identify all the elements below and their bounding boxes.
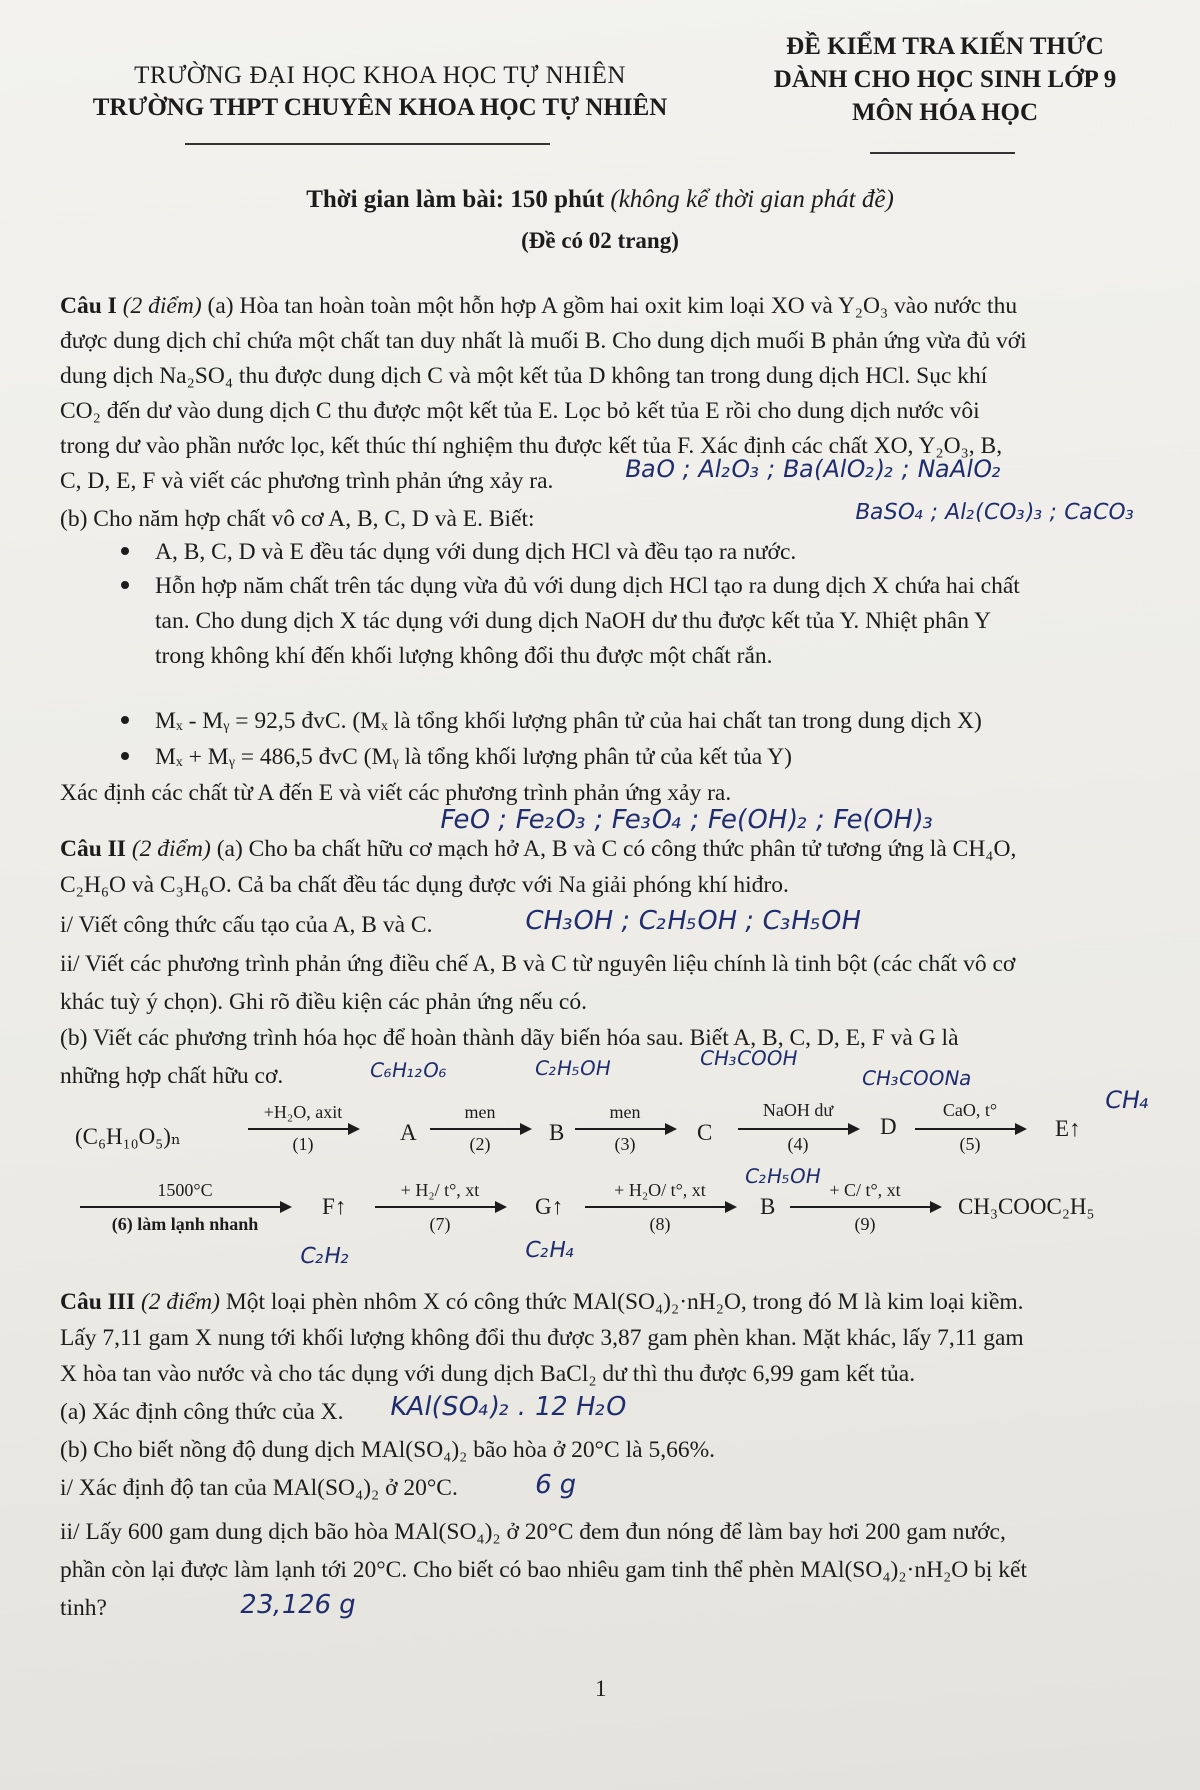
q1-points: (2 điểm) bbox=[122, 293, 202, 319]
scheme-product: CH₃COOC₂H₅ bbox=[958, 1194, 1095, 1219]
scheme-step-4: (4) bbox=[787, 1134, 809, 1154]
scheme-step-8: (8) bbox=[649, 1214, 671, 1234]
handwritten-note: C₂H₅OH bbox=[532, 1056, 613, 1080]
header-rule-left bbox=[185, 143, 550, 145]
q3-b-ii-line-1: ii/ Lấy 600 gam dung dịch bão hòa MAl(SO₄)₂ ở 20°C đem đun nóng để làm bay hơi 200 gam nước, bbox=[60, 1519, 1006, 1545]
scheme-step-7: (7) bbox=[429, 1214, 451, 1234]
exam-duration bbox=[0, 186, 1200, 214]
q2-ii-line-1: ii/ Viết các phương trình phản ứng điều chế A, B và C từ nguyên liệu chính là tinh bột (các chất vô cơ bbox=[60, 951, 1016, 977]
q3-a: (a) Xác định công thức của X. bbox=[60, 1399, 344, 1425]
scheme-C: C bbox=[697, 1120, 713, 1145]
reaction-arrow bbox=[375, 1206, 505, 1208]
scheme-step-5: (5) bbox=[959, 1134, 981, 1154]
handwritten-note: C₂H₄ bbox=[522, 1238, 577, 1263]
scheme-condition-3: men bbox=[609, 1102, 641, 1122]
handwritten-note: CH₃COOH bbox=[697, 1046, 800, 1070]
handwritten-answer: FeO ; Fe₂O₃ ; Fe₃O₄ ; Fe(OH)₂ ; Fe(OH)₃ bbox=[437, 805, 936, 835]
scheme-step-1: (1) bbox=[292, 1134, 314, 1154]
reaction-arrow bbox=[738, 1128, 858, 1130]
q2-line-1 bbox=[60, 835, 1016, 863]
q3-b-ii-line-2: phần còn lại được làm lạnh tới 20°C. Cho biết có bao nhiêu gam tinh thể phèn MAl(SO₄)₂·nH₂O bị kết bbox=[60, 1557, 1028, 1583]
scheme-condition-5: CaO, t° bbox=[942, 1100, 998, 1120]
q3-line-1 bbox=[60, 1288, 1024, 1316]
reaction-arrow bbox=[430, 1128, 530, 1130]
handwritten-note: CH₄ bbox=[1102, 1086, 1152, 1114]
school-header bbox=[60, 62, 700, 122]
q2-i: i/ Viết công thức cấu tạo của A, B và C. bbox=[60, 912, 433, 938]
q3-b-i: i/ Xác định độ tan của MAl(SO₄)₂ ở 20°C. bbox=[60, 1475, 458, 1501]
q1-title: Câu I bbox=[60, 293, 117, 319]
scheme-F: F↑ bbox=[322, 1194, 347, 1219]
scheme-condition-7: + H₂/ t°, xt bbox=[400, 1180, 480, 1200]
exam-grade: DÀNH CHO HỌC SINH LỚP 9 bbox=[773, 66, 1117, 93]
handwritten-answer: KAl(SO₄)₂ . 12 H₂O bbox=[387, 1392, 629, 1422]
scheme-step-6: (6) làm lạnh nhanh bbox=[111, 1214, 259, 1234]
q2-b-line-1: (b) Viết các phương trình hóa học để hoàn thành dãy biến hóa sau. Biết A, B, C, D, E, F và G là bbox=[60, 1025, 959, 1051]
scheme-start: (C₆H₁₀O₅)ₙ bbox=[75, 1124, 181, 1149]
scheme-G: G↑ bbox=[535, 1194, 564, 1219]
scheme-B-2: B bbox=[760, 1194, 776, 1219]
q1b-intro: (b) Cho năm hợp chất vô cơ A, B, C, D và E. Biết: bbox=[60, 506, 535, 532]
scheme-E: E↑ bbox=[1055, 1116, 1081, 1141]
scheme-step-2: (2) bbox=[469, 1134, 491, 1154]
handwritten-answer: BaSO₄ ; Al₂(CO₃)₃ ; CaCO₃ bbox=[852, 500, 1137, 525]
scheme-condition-9: + C/ t°, xt bbox=[829, 1180, 901, 1200]
q1-line-2: được dung dịch chỉ chứa một chất tan duy nhất là muối B. Cho dung dịch muối B phản ứng vừa đủ với bbox=[60, 328, 1027, 354]
handwritten-note: C₂H₅OH bbox=[742, 1164, 823, 1188]
scheme-D: D bbox=[880, 1114, 897, 1139]
reaction-arrow bbox=[790, 1206, 940, 1208]
handwritten-note: C₂H₂ bbox=[297, 1244, 352, 1269]
q2-title: Câu II bbox=[60, 836, 126, 862]
bullet-dot bbox=[121, 752, 129, 760]
q1b-bullet-4: Mₓ + Mᵧ = 486,5 đvC (Mᵧ là tổng khối lượng phân tử của kết tủa Y) bbox=[155, 744, 792, 770]
q3-points: (2 điểm) bbox=[140, 1289, 220, 1315]
q1-line-6: C, D, E, F và viết các phương trình phản ứng xảy ra. bbox=[60, 468, 554, 494]
scheme-step-3: (3) bbox=[614, 1134, 636, 1154]
q3-b: (b) Cho biết nồng độ dung dịch MAl(SO₄)₂ bão hòa ở 20°C là 5,66%. bbox=[60, 1437, 716, 1463]
q3-text: Một loại phèn nhôm X có công thức MAl(SO₄)₂·nH₂O, trong đó M là kim loại kiềm. bbox=[225, 1289, 1024, 1315]
q1-text: (a) Hòa tan hoàn toàn một hỗn hợp A gồm hai oxit kim loại XO và Y₂O₃ vào nước thu bbox=[207, 293, 1018, 319]
reaction-arrow bbox=[585, 1206, 735, 1208]
q2-ii-line-2: khác tuỳ ý chọn). Ghi rõ điều kiện các phản ứng nếu có. bbox=[60, 989, 587, 1015]
q2-text: (a) Cho ba chất hữu cơ mạch hở A, B và C có công thức phân tử tương ứng là CH₄O, bbox=[216, 836, 1017, 862]
scheme-condition-6: 1500°C bbox=[157, 1180, 213, 1200]
q3-line-2: Lấy 7,11 gam X nung tới khối lượng không đổi thu được 3,87 gam phèn khan. Mặt khác, lấy 7,11 gam bbox=[60, 1325, 1024, 1351]
page-count: (Đề có 02 trang) bbox=[521, 228, 679, 253]
exam-header bbox=[725, 30, 1165, 129]
handwritten-answer: 23,126 g bbox=[237, 1590, 359, 1620]
scheme-B: B bbox=[549, 1120, 565, 1145]
q1b-bullet-3: Mₓ - Mᵧ = 92,5 đvC. (Mₓ là tổng khối lượng phân tử của hai chất tan trong dung dịch X) bbox=[155, 708, 982, 734]
university-name: TRƯỜNG ĐẠI HỌC KHOA HỌC TỰ NHIÊN bbox=[134, 62, 626, 89]
exam-title: ĐỀ KIỂM TRA KIẾN THỨC bbox=[786, 33, 1104, 60]
scheme-condition-8: + H₂O/ t°, xt bbox=[614, 1180, 706, 1200]
handwritten-answer: 6 g bbox=[532, 1470, 579, 1500]
reaction-arrow bbox=[575, 1128, 675, 1130]
scheme-condition-4: NaOH dư bbox=[762, 1100, 834, 1120]
handwritten-note: C₆H₁₂O₆ bbox=[367, 1058, 449, 1082]
reaction-arrow bbox=[915, 1128, 1025, 1130]
q1-line-5: trong dư vào phần nước lọc, kết thúc thí nghiệm thu được kết tủa F. Xác định các chất XO, Y₂O₃, B, bbox=[60, 433, 1003, 459]
page-number: 1 bbox=[595, 1676, 607, 1701]
scheme-condition-2: men bbox=[464, 1102, 496, 1122]
q1b-bullet-2-line-2: tan. Cho dung dịch X tác dụng với dung dịch NaOH dư thu được kết tủa Y. Nhiệt phân Y bbox=[155, 608, 991, 634]
bullet-dot bbox=[121, 716, 129, 724]
reaction-arrow bbox=[248, 1128, 358, 1130]
exam-subject: MÔN HÓA HỌC bbox=[851, 99, 1039, 126]
scheme-A: A bbox=[400, 1120, 417, 1145]
q1b-bullet-1: A, B, C, D và E đều tác dụng với dung dịch HCl và đều tạo ra nước. bbox=[155, 539, 797, 565]
scheme-condition-1: +H₂O, axit bbox=[263, 1102, 343, 1122]
q1-line-4: CO₂ đến dư vào dung dịch C thu được một kết tủa E. Lọc bỏ kết tủa E rồi cho dung dịch nước vôi bbox=[60, 398, 980, 424]
duration-label: Thời gian làm bài: 150 phút bbox=[306, 186, 605, 213]
q1b-bullet-2-line-1: Hỗn hợp năm chất trên tác dụng vừa đủ với dung dịch HCl tạo ra dung dịch X chứa hai chất bbox=[155, 573, 1020, 599]
handwritten-answer: BaO ; Al₂O₃ ; Ba(AlO₂)₂ ; NaAlO₂ bbox=[622, 455, 1005, 483]
q2-points: (2 điểm) bbox=[131, 836, 211, 862]
scheme-step-9: (9) bbox=[854, 1214, 876, 1234]
q3-line-3: X hòa tan vào nước và cho tác dụng với dung dịch BaCl₂ dư thì thu được 6,99 gam kết tủa. bbox=[60, 1361, 916, 1387]
header-rule-right bbox=[870, 152, 1015, 154]
q2-b-line-2: những hợp chất hữu cơ. bbox=[60, 1063, 284, 1089]
q2-line-2: C₂H₆O và C₃H₆O. Cả ba chất đều tác dụng được với Na giải phóng khí hiđro. bbox=[60, 872, 789, 898]
handwritten-answer: CH₃OH ; C₂H₅OH ; C₃H₅OH bbox=[522, 906, 864, 936]
duration-note: (không kể thời gian phát đề) bbox=[610, 186, 894, 213]
q1-line-3: dung dịch Na₂SO₄ thu được dung dịch C và một kết tủa D không tan trong dung dịch HCl. Sục khí bbox=[60, 363, 988, 389]
bullet-dot bbox=[121, 547, 129, 555]
handwritten-note: CH₃COONa bbox=[859, 1066, 974, 1090]
q1-line-1 bbox=[60, 292, 1017, 320]
bullet-dot bbox=[121, 581, 129, 589]
reaction-arrow bbox=[80, 1206, 290, 1208]
q3-b-ii-line-3: tinh? bbox=[60, 1595, 107, 1621]
q1b-conclusion: Xác định các chất từ A đến E và viết các phương trình phản ứng xảy ra. bbox=[60, 780, 732, 806]
school-name: TRƯỜNG THPT CHUYÊN KHOA HỌC TỰ NHIÊN bbox=[92, 94, 668, 121]
q1b-bullet-2-line-3: trong không khí đến khối lượng không đổi thu được một chất rắn. bbox=[155, 643, 773, 669]
q3-title: Câu III bbox=[60, 1289, 136, 1315]
